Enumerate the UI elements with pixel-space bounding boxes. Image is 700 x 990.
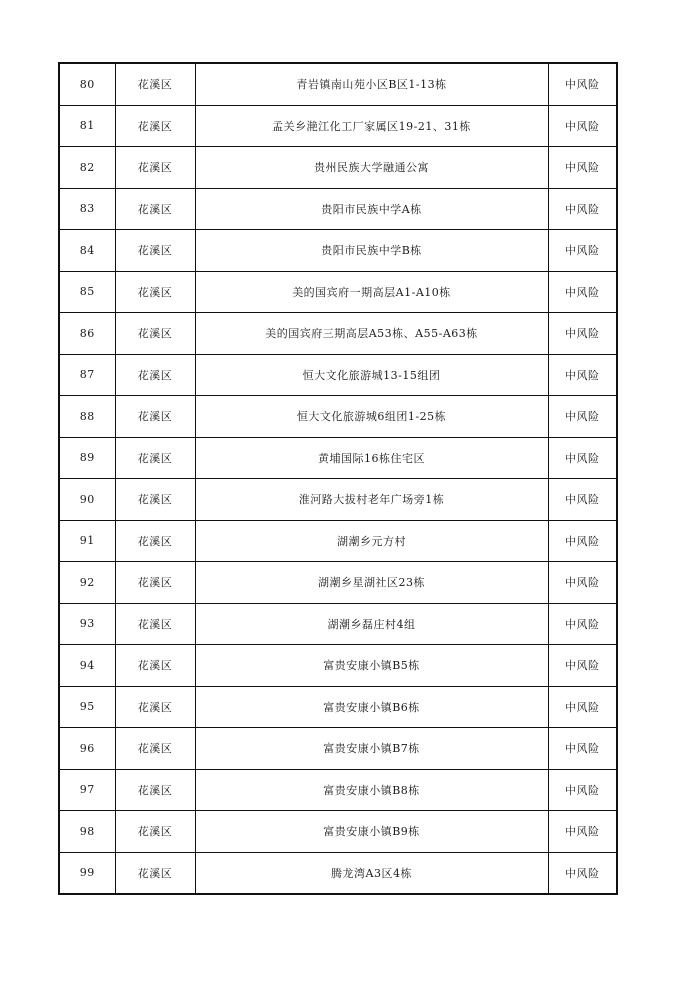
row-number-cell: 83 — [59, 188, 115, 230]
row-number-cell: 82 — [59, 147, 115, 189]
risk-level-cell: 中风险 — [548, 354, 617, 396]
table-row — [59, 852, 617, 894]
location-cell: 贵阳市民族中学B栋 — [195, 230, 548, 272]
row-number-cell: 93 — [59, 603, 115, 645]
risk-level-cell: 中风险 — [548, 396, 617, 438]
district-cell: 花溪区 — [115, 188, 195, 230]
location-cell: 恒大文化旅游城13-15组团 — [195, 354, 548, 396]
risk-level-cell: 中风险 — [548, 852, 617, 894]
row-number-cell: 88 — [59, 396, 115, 438]
table-row — [59, 105, 617, 147]
risk-level-cell: 中风险 — [548, 271, 617, 313]
table-row — [59, 437, 617, 479]
table-row — [59, 769, 617, 811]
row-number-cell: 99 — [59, 852, 115, 894]
district-cell: 花溪区 — [115, 437, 195, 479]
location-cell: 富贵安康小镇B7栋 — [195, 728, 548, 770]
table-row — [59, 147, 617, 189]
risk-level-cell: 中风险 — [548, 313, 617, 355]
row-number-cell: 95 — [59, 686, 115, 728]
district-cell: 花溪区 — [115, 562, 195, 604]
risk-level-cell: 中风险 — [548, 188, 617, 230]
district-cell: 花溪区 — [115, 105, 195, 147]
table-row — [59, 479, 617, 521]
location-cell: 湖潮乡元方村 — [195, 520, 548, 562]
district-cell: 花溪区 — [115, 520, 195, 562]
district-cell: 花溪区 — [115, 603, 195, 645]
table-body — [59, 63, 617, 894]
table-row — [59, 396, 617, 438]
risk-area-table — [58, 62, 618, 895]
table-row — [59, 271, 617, 313]
table-row — [59, 63, 617, 105]
district-cell: 花溪区 — [115, 271, 195, 313]
district-cell: 花溪区 — [115, 147, 195, 189]
location-cell: 湖潮乡星湖社区23栋 — [195, 562, 548, 604]
district-cell: 花溪区 — [115, 313, 195, 355]
risk-level-cell: 中风险 — [548, 147, 617, 189]
district-cell: 花溪区 — [115, 728, 195, 770]
table-row — [59, 686, 617, 728]
location-cell: 贵州民族大学融通公寓 — [195, 147, 548, 189]
risk-level-cell: 中风险 — [548, 603, 617, 645]
table-row — [59, 728, 617, 770]
table-row — [59, 188, 617, 230]
risk-level-cell: 中风险 — [548, 645, 617, 687]
table-row — [59, 230, 617, 272]
row-number-cell: 91 — [59, 520, 115, 562]
row-number-cell: 89 — [59, 437, 115, 479]
location-cell: 淮河路大拔村老年广场旁1栋 — [195, 479, 548, 521]
document-page — [58, 62, 616, 895]
location-cell: 腾龙湾A3区4栋 — [195, 852, 548, 894]
risk-level-cell: 中风险 — [548, 520, 617, 562]
risk-level-cell: 中风险 — [548, 63, 617, 105]
risk-level-cell: 中风险 — [548, 105, 617, 147]
risk-level-cell: 中风险 — [548, 479, 617, 521]
district-cell: 花溪区 — [115, 479, 195, 521]
location-cell: 美的国宾府一期高层A1-A10栋 — [195, 271, 548, 313]
district-cell: 花溪区 — [115, 230, 195, 272]
row-number-cell: 86 — [59, 313, 115, 355]
row-number-cell: 80 — [59, 63, 115, 105]
location-cell: 湖潮乡磊庄村4组 — [195, 603, 548, 645]
risk-level-cell: 中风险 — [548, 562, 617, 604]
district-cell: 花溪区 — [115, 645, 195, 687]
row-number-cell: 81 — [59, 105, 115, 147]
risk-level-cell: 中风险 — [548, 230, 617, 272]
risk-level-cell: 中风险 — [548, 769, 617, 811]
location-cell: 富贵安康小镇B6栋 — [195, 686, 548, 728]
row-number-cell: 85 — [59, 271, 115, 313]
row-number-cell: 84 — [59, 230, 115, 272]
location-cell: 富贵安康小镇B9栋 — [195, 811, 548, 853]
district-cell: 花溪区 — [115, 811, 195, 853]
table-row — [59, 603, 617, 645]
table-row — [59, 645, 617, 687]
location-cell: 富贵安康小镇B5栋 — [195, 645, 548, 687]
table-row — [59, 354, 617, 396]
risk-level-cell: 中风险 — [548, 811, 617, 853]
row-number-cell: 98 — [59, 811, 115, 853]
location-cell: 美的国宾府三期高层A53栋、A55-A63栋 — [195, 313, 548, 355]
location-cell: 富贵安康小镇B8栋 — [195, 769, 548, 811]
district-cell: 花溪区 — [115, 354, 195, 396]
location-cell: 青岩镇南山苑小区B区1-13栋 — [195, 63, 548, 105]
row-number-cell: 87 — [59, 354, 115, 396]
table-row — [59, 562, 617, 604]
district-cell: 花溪区 — [115, 852, 195, 894]
row-number-cell: 97 — [59, 769, 115, 811]
risk-level-cell: 中风险 — [548, 728, 617, 770]
table-row — [59, 520, 617, 562]
risk-level-cell: 中风险 — [548, 437, 617, 479]
row-number-cell: 96 — [59, 728, 115, 770]
table-row — [59, 313, 617, 355]
table-row — [59, 811, 617, 853]
risk-level-cell: 中风险 — [548, 686, 617, 728]
location-cell: 孟关乡滟江化工厂家属区19-21、31栋 — [195, 105, 548, 147]
district-cell: 花溪区 — [115, 396, 195, 438]
location-cell: 黄埔国际16栋住宅区 — [195, 437, 548, 479]
row-number-cell: 94 — [59, 645, 115, 687]
district-cell: 花溪区 — [115, 769, 195, 811]
district-cell: 花溪区 — [115, 686, 195, 728]
location-cell: 贵阳市民族中学A栋 — [195, 188, 548, 230]
location-cell: 恒大文化旅游城6组团1-25栋 — [195, 396, 548, 438]
row-number-cell: 90 — [59, 479, 115, 521]
row-number-cell: 92 — [59, 562, 115, 604]
district-cell: 花溪区 — [115, 63, 195, 105]
